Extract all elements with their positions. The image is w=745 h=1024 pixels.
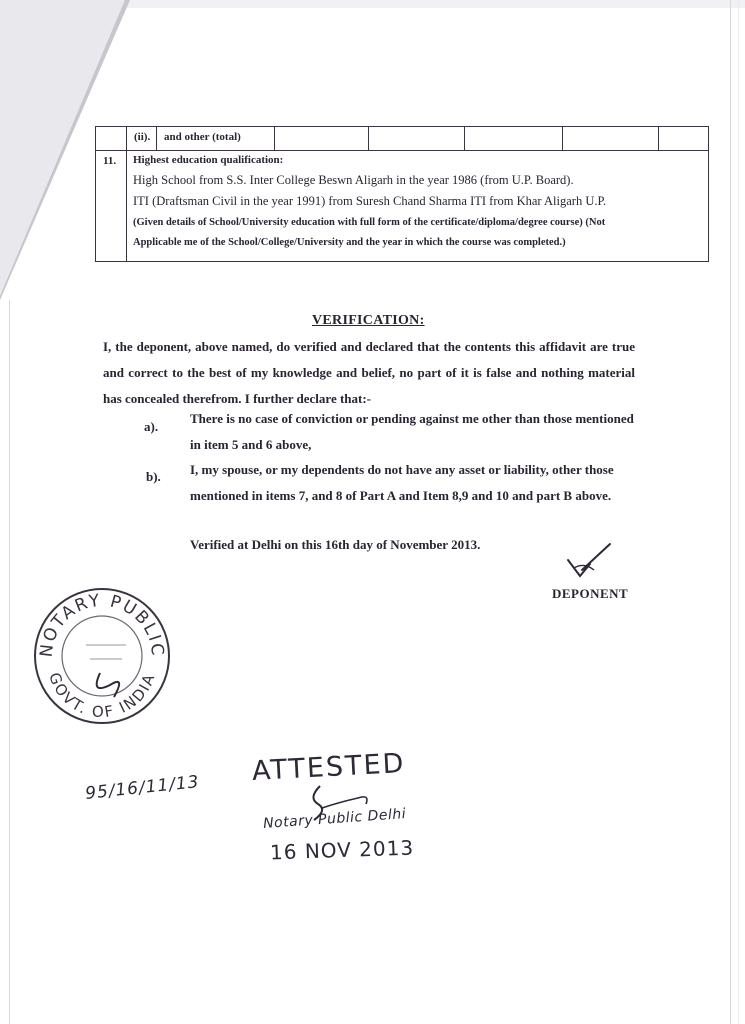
page-edge-left [9,300,10,1024]
deponent-label: DEPONENT [552,586,629,601]
attested-stamp: ATTESTED [251,748,407,787]
qualification-iti: ITI (Draftsman Civil in the year 1991) from Suresh Chand Sharma ITI from Khar Aligarh U.P. [133,194,607,208]
table-divider [464,127,465,150]
qualification-heading: Highest education qualification: [133,154,284,166]
row-number: (ii). [134,131,151,143]
qualification-note-2: Applicable me of the School/College/University and the year in which the course was completed.) [133,237,566,248]
row-label: and other (total) [164,131,241,143]
table-divider [126,127,127,150]
table-divider [368,127,369,150]
table-divider [658,127,659,150]
page-edge-right [730,0,731,1024]
seal-text-top: NOTARY PUBLIC [36,590,168,659]
seal-text-bottom: GOVT. OF INDIA [45,670,159,722]
qualification-note-1: (Given details of School/University education with full form of the certificate/diploma/degree course) (Not [133,217,606,228]
notary-seal [30,585,175,727]
item-label-a: a). [144,419,159,434]
svg-text:NOTARY PUBLIC [37,591,168,659]
item-text-a: There is no case of conviction or pending against me other than those mentioned in item 5 and 6 above, [190,411,634,452]
handwritten-date: 95/16/11/13 [84,772,201,804]
serial-column [96,151,127,261]
item-number: 11. [103,155,117,167]
table-divider [274,127,275,150]
page-edge-right-outer [738,0,739,1024]
notary-public-delhi: Notary Public Delhi [262,806,407,832]
table-row-total [96,127,708,151]
table-divider [156,127,157,150]
page-top-shadow [110,0,745,8]
item-label-b: b). [146,469,161,484]
verification-title: VERIFICATION: [312,313,425,328]
deponent-signature [560,540,620,582]
qualification-high-school: High School from S.S. Inter College Beswn Aligarh in the year 1986 (from U.P. Board). [133,173,574,187]
verified-date-line: Verified at Delhi on this 16th day of November 2013. [190,537,481,552]
verification-paragraph: I, the deponent, above named, do verified and declared that the contents this affidavit are true and correct to the best of my knowledge and belief, no part of it is false and nothing material has concealed therefrom. I further declare that:- [103,339,635,406]
item-text-b: I, my spouse, or my dependents do not have any asset or liability, other those mentioned in items 7, and 8 of Part A and Item 8,9 and 10 and part B above. [190,462,614,503]
attested-date: 16 NOV 2013 [269,835,415,865]
qualification-table [95,126,709,262]
table-divider [562,127,563,150]
